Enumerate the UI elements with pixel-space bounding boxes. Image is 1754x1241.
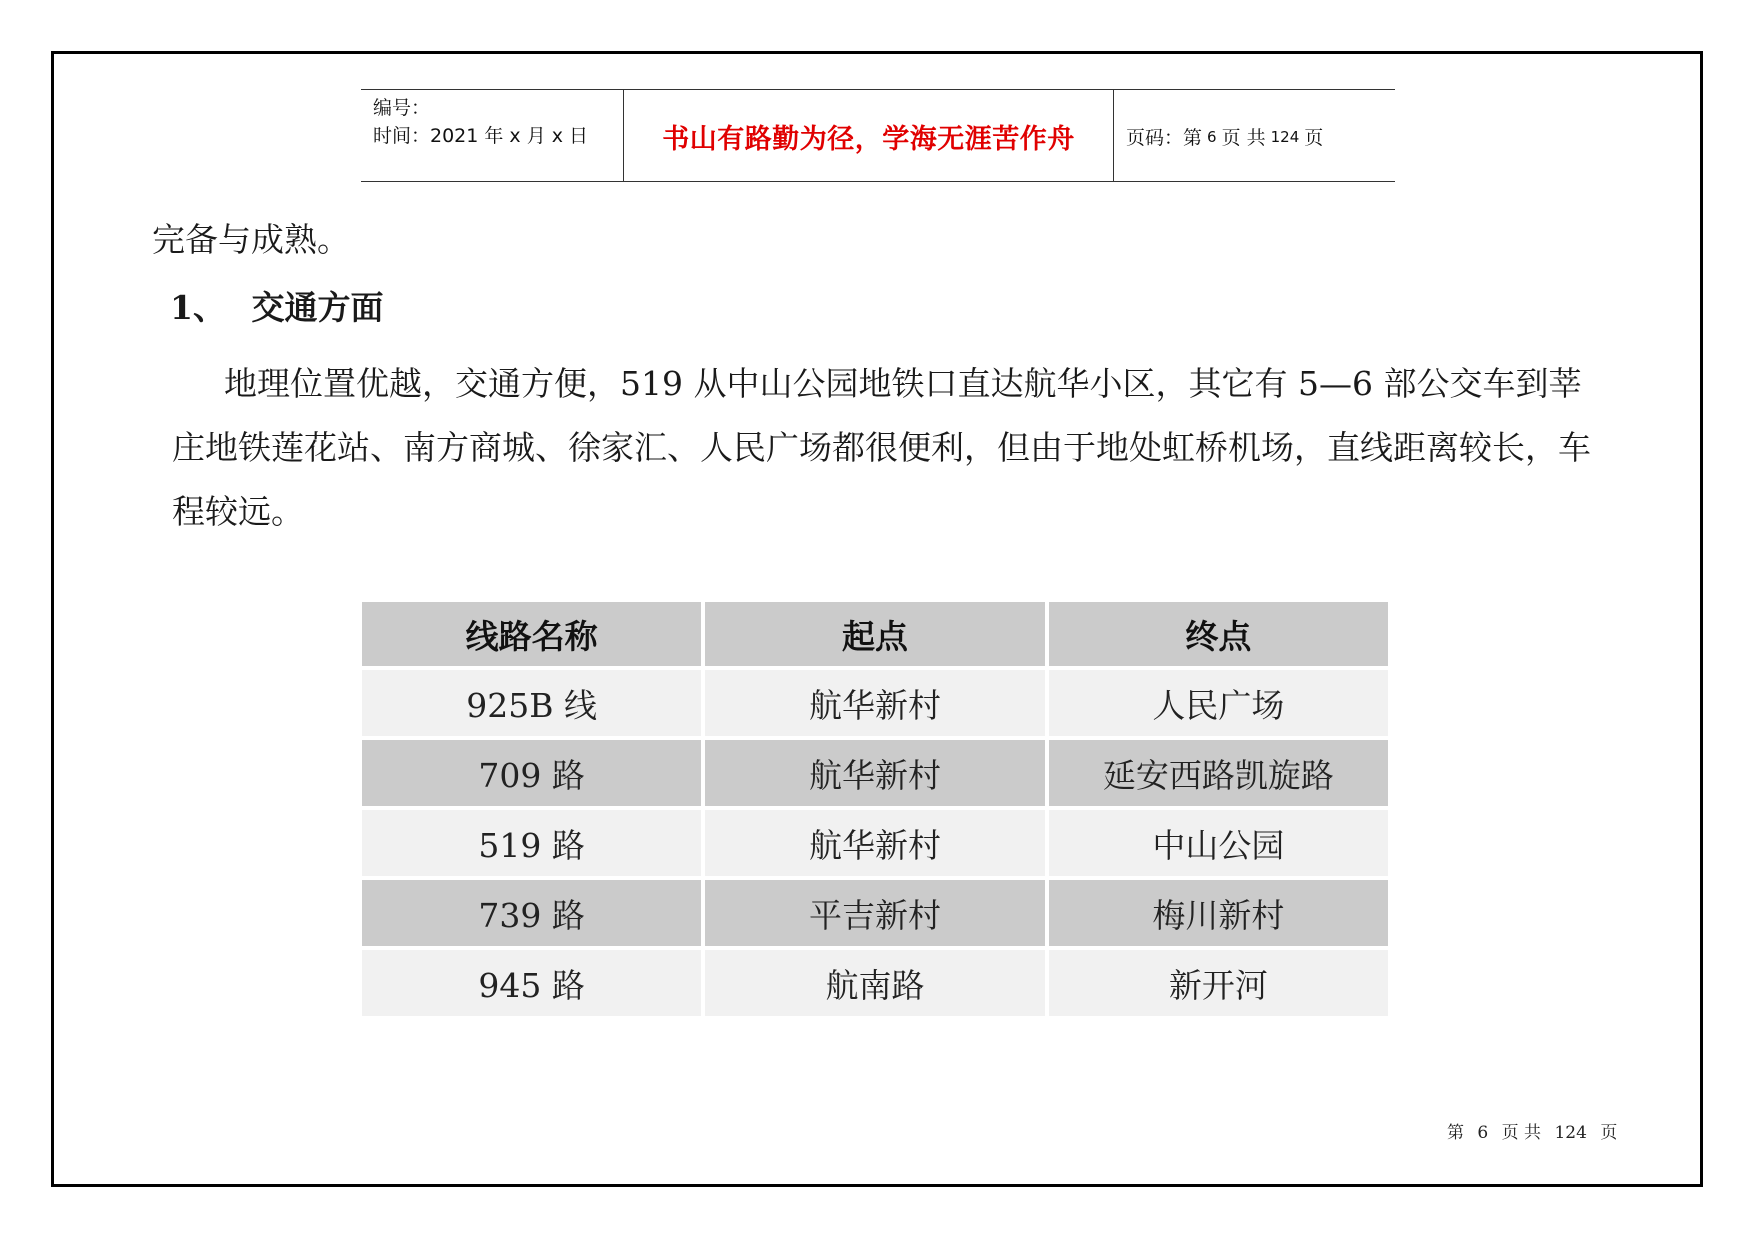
bus-route-table: [358, 598, 1392, 1020]
section-title: 交通方面: [251, 288, 384, 327]
start-cell: 航华新村: [705, 740, 1044, 806]
end-cell: 延安西路凯旋路: [1049, 740, 1388, 806]
footer-middle: 页 共: [1501, 1123, 1542, 1143]
footer-current-page: 6: [1477, 1123, 1489, 1143]
document-date: 时间：2021 年 x 月 x 日: [373, 125, 589, 147]
end-cell: 新开河: [1049, 950, 1388, 1016]
document-number-label: 编号：: [373, 97, 431, 119]
continued-paragraph: 完备与成熟。: [152, 220, 350, 259]
header-page-total: 124: [1270, 127, 1300, 146]
start-cell: 航华新村: [705, 810, 1044, 876]
end-cell: 人民广场: [1049, 670, 1388, 736]
motto-text: 书山有路勤为径，学海无涯苦作舟: [662, 124, 1075, 155]
column-header-route-name: 线路名称: [362, 602, 701, 666]
column-header-end: 终点: [1049, 602, 1388, 666]
header-motto-cell: [624, 90, 1114, 181]
footer-last: 页: [1600, 1123, 1618, 1143]
table-row: [362, 740, 1388, 806]
table-row: [362, 810, 1388, 876]
document-header: [361, 89, 1395, 182]
header-page-middle: 页 共: [1221, 127, 1266, 149]
section-number: 1、: [170, 288, 226, 327]
start-cell: 航华新村: [705, 670, 1044, 736]
footer-first: 第: [1447, 1123, 1464, 1143]
header-page-suffix: 页: [1304, 127, 1324, 149]
table-row: [362, 880, 1388, 946]
table-row: [362, 670, 1388, 736]
table-row: [362, 950, 1388, 1016]
route-name-cell: 519 路: [362, 810, 701, 876]
header-page-prefix: 页码：第: [1126, 127, 1203, 149]
end-cell: 梅川新村: [1049, 880, 1388, 946]
table-header-row: [362, 602, 1388, 666]
page-footer: [1447, 1118, 1625, 1143]
transport-paragraph: 地理位置优越，交通方便，519 从中山公园地铁口直达航华小区，其它有 5—6 部公交车到莘庄地铁莲花站、南方商城、徐家汇、人民广场都很便利，但由于地处虹桥机场，直线距离较长，车程较远。: [172, 364, 1591, 531]
route-name-cell: 925B 线: [362, 670, 701, 736]
route-name-cell: 945 路: [362, 950, 701, 1016]
footer-total-pages: 124: [1554, 1123, 1587, 1143]
start-cell: 平吉新村: [705, 880, 1044, 946]
section-heading: [170, 288, 383, 328]
end-cell: 中山公园: [1049, 810, 1388, 876]
route-name-cell: 709 路: [362, 740, 701, 806]
header-page-current: 6: [1207, 127, 1217, 146]
start-cell: 航南路: [705, 950, 1044, 1016]
column-header-start: 起点: [705, 602, 1044, 666]
header-page-number: [1114, 90, 1395, 181]
header-meta: [361, 90, 624, 181]
route-name-cell: 739 路: [362, 880, 701, 946]
